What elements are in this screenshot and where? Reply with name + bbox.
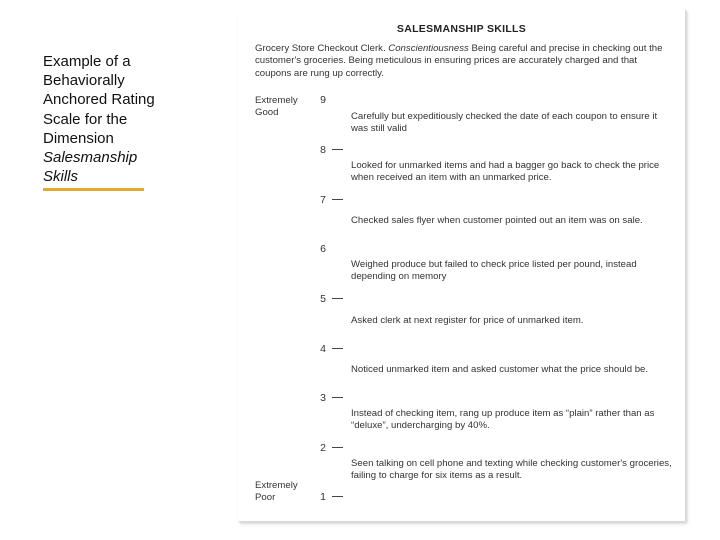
accent-underline	[43, 188, 144, 191]
scale-tick	[332, 199, 343, 200]
caption-line: Dimension	[43, 129, 114, 147]
behavior-anchor: Asked clerk at next register for price of unmarked item.	[351, 315, 584, 326]
anchor-word: Extremely	[255, 95, 298, 106]
scale-value-8: 8	[320, 144, 326, 156]
slide-caption	[43, 52, 218, 186]
behavior-anchor: Looked for unmarked items and had a bagger go back to check the price when received an item with an unmarked price.	[351, 160, 660, 184]
dimension-definition	[255, 43, 675, 80]
caption-line: Behaviorally	[43, 72, 125, 90]
scale-value-5: 5	[320, 293, 326, 305]
behavior-anchor: Carefully but expeditiously checked the date of each coupon to ensure it was still valid	[351, 111, 658, 135]
behavior-anchor: Instead of checking item, rang up produce item as “plain” rather than as “deluxe”, undercharging by 40%.	[351, 408, 655, 432]
scale-value-1: 1	[320, 491, 326, 503]
behavior-anchor: Weighed produce but failed to check price listed per pound, instead depending on memory	[351, 259, 637, 283]
rating-scale-document	[238, 9, 685, 521]
scale-tick	[332, 348, 343, 349]
caption-italic-line: Salesmanship	[43, 149, 138, 167]
scale-value-3: 3	[320, 392, 326, 404]
definition-dimension: Conscientiousness	[388, 43, 469, 54]
caption-text	[43, 52, 218, 186]
caption-line: Example of a	[43, 53, 131, 70]
behavior-anchor: Checked sales flyer when customer pointed out an item was on sale.	[351, 215, 643, 226]
scale-value-2: 2	[320, 442, 326, 454]
scale-tick	[332, 496, 343, 497]
behavior-anchor: Seen talking on cell phone and texting while checking customer's groceries, failing to charge for six items as a result.	[351, 458, 672, 482]
scale-value-6: 6	[320, 243, 326, 255]
anchor-word: Extremely	[255, 480, 298, 491]
anchor-word: Good	[255, 106, 279, 118]
document-title: SALESMANSHIP SKILLS	[396, 23, 527, 35]
definition-prefix: Grocery Store Checkout Clerk.	[255, 43, 389, 54]
scale-value-4: 4	[320, 343, 326, 355]
anchor-extremely-poor	[255, 480, 298, 503]
anchor-word: Poor	[255, 491, 276, 503]
caption-italic-line: Skills	[43, 168, 79, 186]
scale-value-9: 9	[320, 94, 326, 106]
scale-tick	[332, 149, 343, 150]
caption-line: Scale for the	[43, 110, 128, 128]
scale-value-7: 7	[320, 194, 326, 206]
scale-tick	[332, 447, 343, 448]
scale-tick	[332, 298, 343, 299]
anchor-extremely-good	[255, 95, 298, 118]
behavior-anchor: Noticed unmarked item and asked customer what the price should be.	[351, 364, 649, 375]
scale-tick	[332, 397, 343, 398]
caption-line: Anchored Rating	[43, 91, 155, 109]
definition-text: Being careful and precise in checking out the customer's groceries. Being meticulous in ensuring prices are accurately charged and that coupons are rung up correctly.	[255, 43, 663, 79]
